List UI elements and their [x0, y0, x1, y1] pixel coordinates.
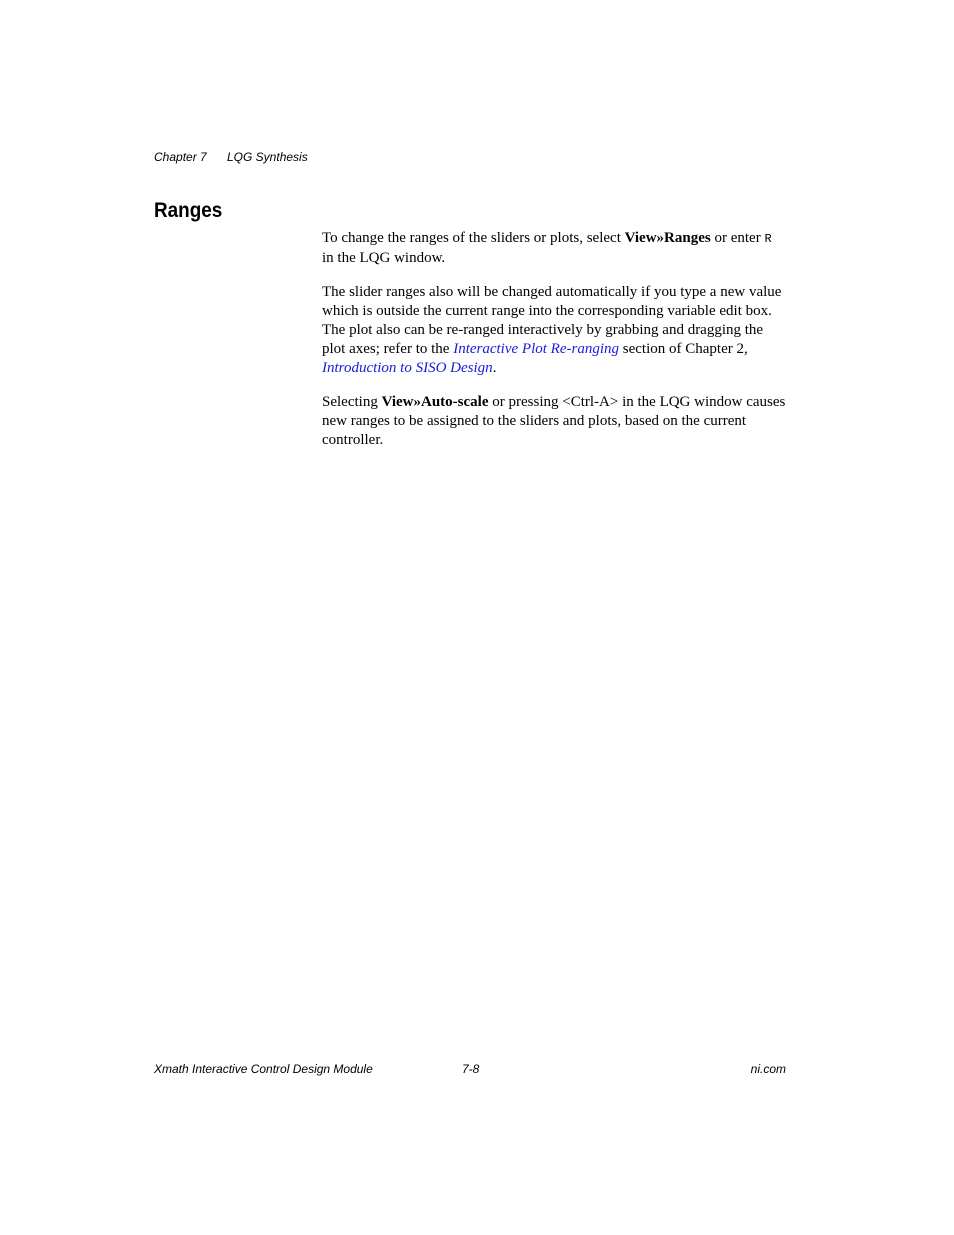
paragraph-auto-change	[322, 283, 786, 378]
footer-page-number: 7-8	[462, 1062, 480, 1076]
text-run: in the LQG window.	[322, 250, 446, 266]
text-run: The slider ranges also will be changed automatically if you type a new value which is outside the current range into the corresponding variable edit box. The plot also can be re-ranged interactively by grabbing and dragging the plot axes; refer to the	[322, 284, 782, 357]
menu-path-view-ranges: View»Ranges	[624, 230, 711, 246]
chapter-number: Chapter 7	[154, 150, 207, 164]
text-run: Selecting	[322, 394, 382, 410]
menu-path-view-auto-scale: View»Auto-scale	[381, 394, 489, 410]
section-title: Ranges	[154, 199, 223, 222]
paragraph-ranges-menu	[322, 229, 786, 268]
text-run: .	[492, 360, 497, 376]
footer-website: ni.com	[750, 1062, 786, 1076]
text-run: section of Chapter 2,	[619, 341, 748, 357]
link-introduction-to-siso-design[interactable]: Introduction to SISO Design	[322, 360, 493, 376]
body-text	[322, 229, 786, 465]
chapter-title: LQG Synthesis	[227, 150, 308, 164]
key-r: R	[764, 232, 772, 246]
running-header	[154, 150, 308, 165]
footer-product-name: Xmath Interactive Control Design Module	[154, 1062, 373, 1076]
link-interactive-plot-re-ranging[interactable]: Interactive Plot Re-ranging	[453, 341, 619, 357]
text-run: To change the ranges of the sliders or plots, select	[322, 230, 625, 246]
text-run: or pressing <Ctrl-A> in the LQG window causes new ranges to be assigned to the sliders and plots, based on the current controller.	[322, 394, 786, 448]
paragraph-auto-scale	[322, 393, 786, 450]
text-run: or enter	[710, 230, 765, 246]
